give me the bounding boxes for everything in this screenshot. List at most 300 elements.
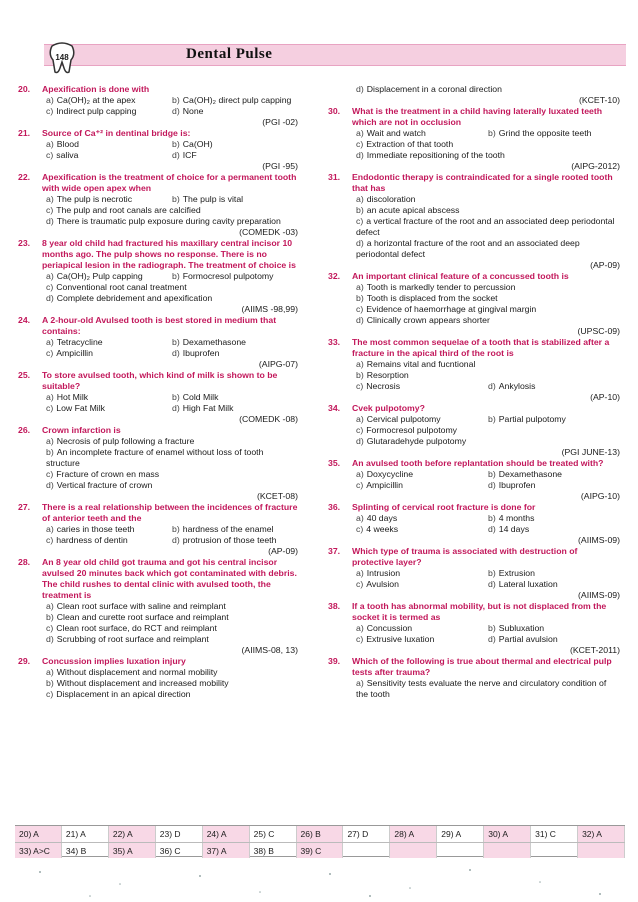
option-letter: b) — [356, 205, 364, 215]
option — [46, 348, 172, 359]
answer-cell: 35) A — [109, 843, 156, 858]
option-letter: a) — [356, 623, 364, 633]
option-letter: a) — [356, 678, 364, 688]
option-letter: b) — [46, 678, 54, 688]
question — [328, 502, 620, 546]
option-text: Doxycycline — [366, 469, 414, 479]
question-number: 29. — [18, 656, 31, 666]
option-row — [42, 205, 298, 216]
question-number: 25. — [18, 370, 31, 380]
option-letter: a) — [46, 337, 54, 347]
option-row — [352, 304, 620, 315]
question-text: Source of Ca⁺² in dentinal bridge is: — [42, 128, 191, 138]
option — [172, 150, 298, 161]
question — [328, 271, 620, 337]
option-text: Hot Milk — [56, 392, 89, 402]
option — [46, 524, 172, 535]
option-text: hardness of the enamel — [182, 524, 274, 534]
question — [18, 172, 298, 238]
option — [46, 282, 298, 293]
option-row — [42, 216, 298, 227]
exam-reference: (AIIMS-09) — [578, 590, 620, 600]
option — [172, 106, 298, 117]
option-text: Ampicillin — [56, 348, 93, 358]
option-row — [42, 194, 298, 205]
option — [46, 337, 172, 348]
option — [356, 381, 488, 392]
question — [18, 315, 298, 370]
option-letter: c) — [356, 524, 364, 534]
option-row — [352, 513, 620, 524]
exam-reference: (AIPG-07) — [258, 359, 298, 369]
option-text: None — [182, 106, 204, 116]
option-text: Remains vital and fucntional — [366, 359, 476, 369]
answer-cell — [531, 843, 578, 858]
question — [18, 84, 298, 128]
option — [356, 359, 620, 370]
question — [18, 370, 298, 425]
question — [328, 337, 620, 403]
option-row — [42, 348, 298, 359]
option-row — [352, 469, 620, 480]
option-text: 40 days — [366, 513, 398, 523]
option — [356, 524, 488, 535]
option-row — [42, 667, 298, 678]
answer-cell: 37) A — [203, 843, 250, 858]
option-letter: a) — [356, 469, 364, 479]
question-number: 36. — [328, 502, 341, 512]
option-text: ICF — [182, 150, 197, 160]
option-letter: a) — [46, 601, 54, 611]
option-letter: c) — [356, 304, 364, 314]
option-letter: d) — [356, 315, 364, 325]
option-letter: d) — [488, 381, 496, 391]
option-text: Ca(OH) — [182, 139, 213, 149]
option-letter: b) — [488, 568, 496, 578]
option-letter: a) — [356, 282, 364, 292]
answer-cell — [390, 843, 437, 858]
option-letter: c) — [46, 348, 54, 358]
option — [46, 403, 172, 414]
option-letter: c) — [46, 689, 54, 699]
answer-cell — [437, 843, 484, 858]
page-number: 148 — [55, 53, 69, 62]
option-letter: a) — [356, 513, 364, 523]
option-letter: d) — [172, 348, 180, 358]
option-letter: a) — [46, 667, 54, 677]
question-text: An avulsed tooth before replantation should be treated with? — [352, 458, 604, 468]
option-letter: d) — [488, 579, 496, 589]
exam-reference: (AIIMS-09) — [578, 535, 620, 545]
option — [46, 480, 298, 491]
option-row — [352, 414, 620, 425]
answer-cell: 28) A — [390, 826, 437, 842]
option — [356, 579, 488, 590]
question-number: 24. — [18, 315, 31, 325]
right-column — [328, 84, 620, 700]
question-number: 34. — [328, 403, 341, 413]
option — [488, 414, 620, 425]
option-row — [42, 293, 298, 304]
option-row — [42, 689, 298, 700]
option — [356, 370, 620, 381]
option — [46, 216, 298, 227]
option-text: Ca(OH)₂ at the apex — [56, 95, 136, 105]
option — [46, 150, 172, 161]
option-letter: b) — [172, 139, 180, 149]
exam-reference: (AP-10) — [590, 392, 620, 402]
option-letter: d) — [46, 293, 54, 303]
option — [488, 579, 620, 590]
option-text: Immediate repositioning of the tooth — [366, 150, 505, 160]
option-text: Extrusive luxation — [366, 634, 435, 644]
option-row — [352, 315, 620, 326]
option — [356, 216, 620, 238]
option — [356, 194, 620, 205]
option-letter: d) — [172, 535, 180, 545]
option — [356, 238, 620, 260]
option — [172, 95, 298, 106]
question — [328, 403, 620, 458]
question — [328, 106, 620, 172]
option — [356, 205, 620, 216]
option-text: Ca(OH)₂ direct pulp capping — [182, 95, 292, 105]
option — [356, 304, 620, 315]
answer-cell: 23) D — [156, 826, 203, 842]
option-row — [42, 469, 298, 480]
option-letter: b) — [172, 271, 180, 281]
exam-reference: (AP-09) — [590, 260, 620, 270]
option-text: Without displacement and normal mobility — [56, 667, 218, 677]
option-letter: d) — [46, 634, 54, 644]
option-text: Displacement in a coronal direction — [366, 84, 502, 94]
option-letter: b) — [356, 370, 364, 380]
option-row — [42, 634, 298, 645]
option — [46, 106, 172, 117]
answer-cell: 31) C — [531, 826, 578, 842]
question-text: Which of the following is true about thermal and electrical pulp tests after trauma? — [352, 656, 612, 677]
option-text: caries in those teeth — [56, 524, 135, 534]
option-text: Cold Milk — [182, 392, 219, 402]
option-row — [42, 150, 298, 161]
question-text: 8 year old child had fractured his maxillary central incisor 10 months ago. The pulp shows no response. There is no periapical lesion in the radiograph. The treatment of choice is — [42, 238, 296, 270]
option — [172, 403, 298, 414]
option-text: 14 days — [498, 524, 530, 534]
option-letter: a) — [356, 359, 364, 369]
option — [356, 84, 620, 95]
option-row — [352, 194, 620, 205]
option-letter: c) — [356, 139, 364, 149]
option-text: Cervical pulpotomy — [366, 414, 441, 424]
option-letter: c) — [46, 106, 54, 116]
option-text: a horizontal fracture of the root and an associated deep periodontal defect — [356, 238, 580, 259]
option-letter: a) — [46, 436, 54, 446]
option-text: The pulp and root canals are calcified — [56, 205, 201, 215]
option-row — [42, 623, 298, 634]
option-text: Necrosis of pulp following a fracture — [56, 436, 195, 446]
option-row — [352, 425, 620, 436]
option-row — [352, 293, 620, 304]
question — [18, 557, 298, 656]
option-letter: c) — [46, 623, 54, 633]
exam-reference: (PGI -95) — [262, 161, 298, 171]
option — [356, 480, 488, 491]
option-letter: b) — [172, 524, 180, 534]
option-row — [42, 535, 298, 546]
option-text: Clean root surface with saline and reimplant — [56, 601, 226, 611]
exam-reference: (PGI JUNE-13) — [561, 447, 620, 457]
option-row — [42, 282, 298, 293]
option-letter: b) — [488, 623, 496, 633]
answer-cell: 24) A — [203, 826, 250, 842]
option-row — [42, 601, 298, 612]
question-number: 38. — [328, 601, 341, 611]
option-letter: d) — [46, 216, 54, 226]
option — [46, 205, 298, 216]
option-letter: b) — [356, 293, 364, 303]
option-row — [352, 150, 620, 161]
option-text: Complete debridement and apexification — [56, 293, 213, 303]
option-row — [352, 381, 620, 392]
option-text: a vertical fracture of the root and an associated deep periodontal defect — [356, 216, 615, 237]
option — [356, 513, 488, 524]
question — [18, 425, 298, 502]
option — [488, 623, 620, 634]
option-text: Wait and watch — [366, 128, 426, 138]
option-row — [42, 95, 298, 106]
option — [488, 128, 620, 139]
option-text: Necrosis — [366, 381, 401, 391]
option — [46, 139, 172, 150]
option — [488, 480, 620, 491]
option-letter: d) — [172, 150, 180, 160]
option-text: Lateral luxation — [498, 579, 558, 589]
option-letter: d) — [488, 480, 496, 490]
exam-reference: (PGI -02) — [262, 117, 298, 127]
option — [356, 678, 620, 700]
option-text: Ca(OH)₂ Pulp capping — [56, 271, 143, 281]
option-row — [352, 216, 620, 238]
question-text: Concussion implies luxation injury — [42, 656, 186, 666]
answer-cell: 22) A — [109, 826, 156, 842]
option — [46, 447, 298, 469]
scan-speckle — [0, 862, 638, 902]
option-row — [352, 634, 620, 645]
option — [488, 634, 620, 645]
option — [356, 128, 488, 139]
option — [172, 535, 298, 546]
question — [328, 546, 620, 601]
question — [328, 172, 620, 271]
option-text: The pulp is necrotic — [56, 194, 133, 204]
option — [356, 623, 488, 634]
option-text: 4 weeks — [366, 524, 399, 534]
option — [488, 469, 620, 480]
option-row — [352, 480, 620, 491]
option-letter: b) — [46, 447, 54, 457]
option-letter: b) — [172, 392, 180, 402]
option-row — [42, 139, 298, 150]
option-letter: d) — [488, 524, 496, 534]
option — [172, 348, 298, 359]
option-text: protrusion of those teeth — [182, 535, 277, 545]
question — [18, 128, 298, 172]
option-letter: a) — [46, 392, 54, 402]
option-letter: a) — [46, 95, 54, 105]
option-row — [352, 139, 620, 150]
option-text: Evidence of haemorrhage at gingival margin — [366, 304, 537, 314]
option-text: The pulp is vital — [182, 194, 244, 204]
option-text: Ibuprofen — [498, 480, 536, 490]
option-letter: c) — [46, 205, 54, 215]
option — [172, 139, 298, 150]
option — [356, 568, 488, 579]
option — [46, 293, 298, 304]
option-text: Partial pulpotomy — [498, 414, 566, 424]
answer-row — [15, 826, 625, 842]
option-text: Formocresol pulpotomy — [366, 425, 458, 435]
answer-cell: 29) A — [437, 826, 484, 842]
answer-cell: 20) A — [15, 826, 62, 842]
question-text: A 2-hour-old Avulsed tooth is best stored in medium that contains: — [42, 315, 277, 336]
option-text: Extraction of that tooth — [366, 139, 454, 149]
option — [172, 392, 298, 403]
question — [18, 238, 298, 315]
option-text: Clean root surface, do RCT and reimplant — [56, 623, 217, 633]
option-text: Glutaradehyde pulpotomy — [366, 436, 467, 446]
question-text: An 8 year old child got trauma and got his central incisor avulsed 20 minutes back which got contaminated with debris. The child rushes to dental clinic with avulsed tooth, the treatment is — [42, 557, 297, 600]
option-row — [42, 271, 298, 282]
option — [46, 623, 298, 634]
option-text: Vertical fracture of crown — [56, 480, 153, 490]
question — [18, 502, 298, 557]
option — [356, 315, 620, 326]
option-text: Scrubbing of root surface and reimplant — [56, 634, 209, 644]
option-text: Ampicillin — [366, 480, 403, 490]
option — [46, 634, 298, 645]
option — [488, 381, 620, 392]
option-letter: c) — [46, 535, 54, 545]
question — [328, 656, 620, 700]
option-letter: a) — [356, 194, 364, 204]
exam-reference: (AIIMS -98,99) — [241, 304, 298, 314]
option-row — [352, 128, 620, 139]
answer-cell: 32) A — [578, 826, 625, 842]
exam-reference: (COMEDK -08) — [239, 414, 298, 424]
option — [356, 469, 488, 480]
option — [46, 535, 172, 546]
question-number: 26. — [18, 425, 31, 435]
option — [46, 469, 298, 480]
option-text: 4 months — [498, 513, 535, 523]
option-letter: c) — [356, 579, 364, 589]
question-text: Which type of trauma is associated with destruction of protective layer? — [352, 546, 578, 567]
option-letter: b) — [172, 95, 180, 105]
option-letter: c) — [46, 150, 54, 160]
option-text: Tooth is displaced from the socket — [366, 293, 498, 303]
option-row — [352, 84, 620, 95]
option-letter: b) — [488, 414, 496, 424]
option-text: saliva — [56, 150, 79, 160]
question — [18, 656, 298, 700]
option-letter: c) — [356, 480, 364, 490]
option-letter: d) — [46, 480, 54, 490]
option-row — [352, 568, 620, 579]
answer-cell — [343, 843, 390, 858]
option — [172, 271, 298, 282]
option-letter: a) — [46, 271, 54, 281]
option — [46, 689, 298, 700]
option-row — [352, 436, 620, 447]
option — [46, 392, 172, 403]
exam-reference: (UPSC-09) — [577, 326, 620, 336]
question-text: The most common sequelae of a tooth that is stabilized after a fracture in the apical third of the root is — [352, 337, 610, 358]
page-header-band — [44, 44, 626, 66]
option-text: Displacement in an apical direction — [56, 689, 191, 699]
answer-cell: 26) B — [297, 826, 344, 842]
option-text: High Fat Milk — [182, 403, 234, 413]
option-text: Sensitivity tests evaluate the nerve and circulatory condition of the tooth — [356, 678, 607, 699]
answer-cell: 38) B — [250, 843, 297, 858]
option — [356, 414, 488, 425]
option-letter: b) — [172, 337, 180, 347]
option-text: Without displacement and increased mobility — [56, 678, 229, 688]
option-row — [352, 238, 620, 260]
option-letter: c) — [46, 469, 54, 479]
option-text: Blood — [56, 139, 79, 149]
left-column — [18, 84, 298, 700]
option-text: An incomplete fracture of enamel without loss of tooth structure — [46, 447, 264, 468]
option-text: Formocresol pulpotomy — [182, 271, 274, 281]
question-number: 21. — [18, 128, 31, 138]
option-text: Partial avulsion — [498, 634, 558, 644]
option-row — [42, 678, 298, 689]
option — [356, 634, 488, 645]
question-number: 27. — [18, 502, 31, 512]
exam-reference: (AP-09) — [268, 546, 298, 556]
question-number: 32. — [328, 271, 341, 281]
option-letter: a) — [46, 139, 54, 149]
option-letter: b) — [46, 612, 54, 622]
question-text: Apexification is the treatment of choice for a permanent tooth with wide open apex when — [42, 172, 297, 193]
question-number: 33. — [328, 337, 341, 347]
option-row — [352, 205, 620, 216]
option-text: Concussion — [366, 623, 413, 633]
option — [356, 425, 620, 436]
option-text: Tetracycline — [56, 337, 103, 347]
option-row — [42, 337, 298, 348]
option — [356, 150, 620, 161]
option — [356, 139, 620, 150]
option-letter: a) — [46, 524, 54, 534]
answer-cell: 21) A — [62, 826, 109, 842]
option-letter: c) — [356, 634, 364, 644]
option — [46, 612, 298, 623]
question-text: If a tooth has abnormal mobility, but is not displaced from the socket it is termed as — [352, 601, 607, 622]
option-row — [42, 392, 298, 403]
question — [328, 458, 620, 502]
exam-reference: (AIIMS-08, 13) — [241, 645, 298, 655]
exam-reference: (AIPG-10) — [580, 491, 620, 501]
option-row — [42, 612, 298, 623]
question — [328, 84, 620, 106]
option-text: Tooth is markedly tender to percussion — [366, 282, 516, 292]
question-number: 39. — [328, 656, 341, 666]
answer-cell: 27) D — [343, 826, 390, 842]
option-letter: d) — [356, 150, 364, 160]
option-text: Clinically crown appears shorter — [366, 315, 490, 325]
question-text: An important clinical feature of a concussed tooth is — [352, 271, 569, 281]
